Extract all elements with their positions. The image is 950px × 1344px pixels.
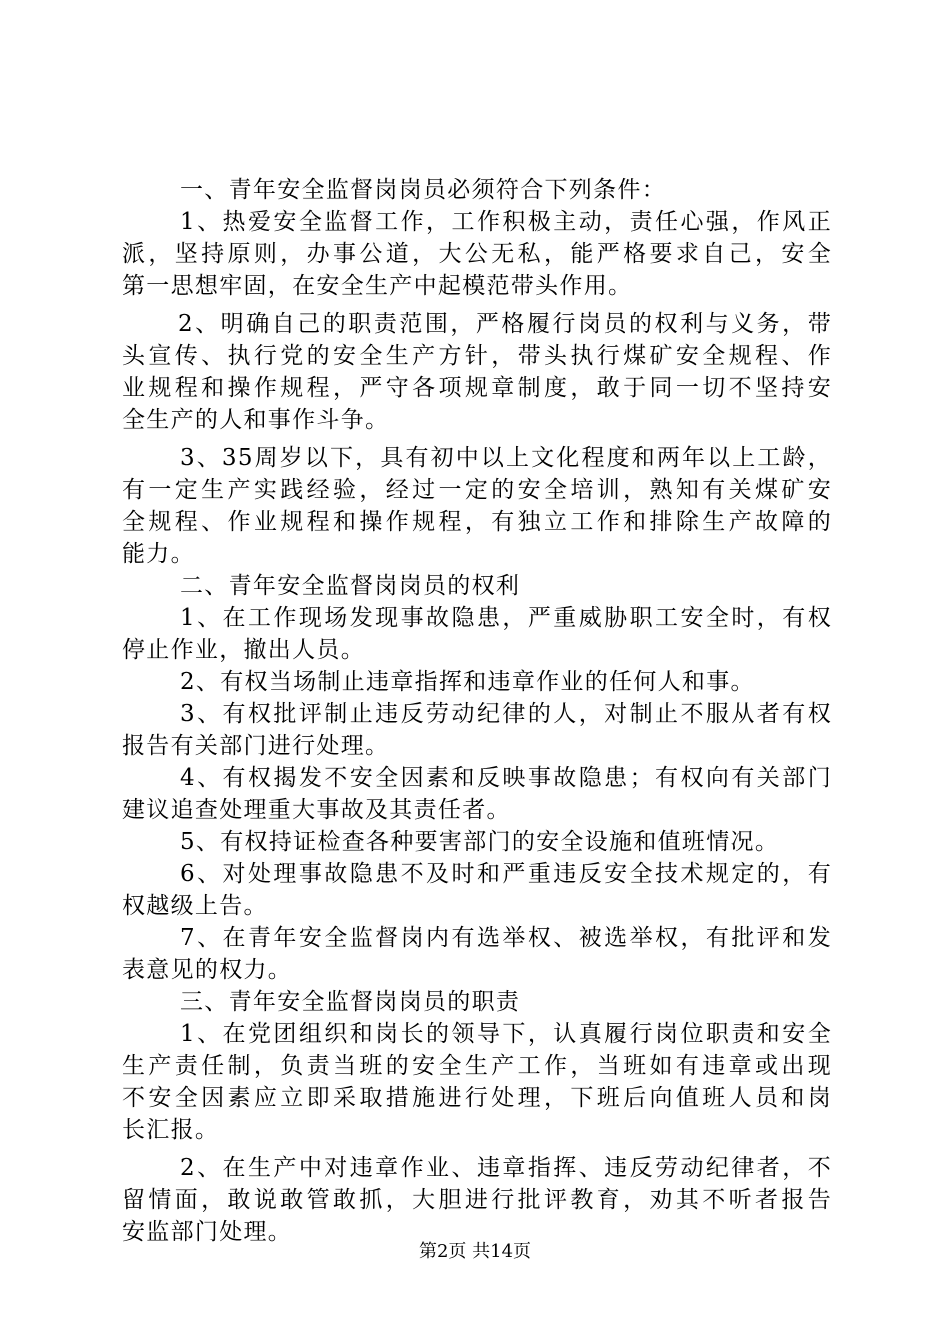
paragraph-line: 全生产的人和事作斗争。: [122, 407, 390, 433]
paragraph-line: 安监部门处理。: [122, 1219, 293, 1245]
paragraph-line: 头宣传、执行党的安全生产方针，带头执行煤矿安全规程、作: [122, 343, 832, 369]
paragraph-line: 报告有关部门进行处理。: [122, 733, 390, 759]
paragraph-line: 停止作业，撤出人员。: [122, 637, 365, 663]
paragraph-line: 7、在青年安全监督岗内有选举权、被选举权，有批评和发: [180, 925, 832, 951]
paragraph-line: 3、35周岁以下，具有初中以上文化程度和两年以上工龄，: [180, 445, 832, 471]
paragraph-line: 表意见的权力。: [122, 957, 293, 983]
paragraph-line: 5、有权持证检查各种要害部门的安全设施和值班情况。: [180, 829, 780, 855]
paragraph-line: 有一定生产实践经验，经过一定的安全培训，熟知有关煤矿安: [122, 477, 832, 503]
paragraph-line: 长汇报。: [122, 1117, 220, 1143]
paragraph-line: 生产责任制，负责当班的安全生产工作，当班如有违章或出现: [122, 1053, 832, 1079]
paragraph-line: 3、有权批评制止违反劳动纪律的人，对制止不服从者有权: [180, 701, 832, 727]
paragraph-line: 2、在生产中对违章作业、违章指挥、违反劳动纪律者，不: [180, 1155, 832, 1181]
paragraph-line: 1、热爱安全监督工作，工作积极主动，责任心强，作风正: [180, 209, 832, 235]
paragraph-line: 4、有权揭发不安全因素和反映事故隐患；有权向有关部门: [180, 765, 832, 791]
paragraph-line: 6、对处理事故隐患不及时和严重违反安全技术规定的，有: [180, 861, 832, 887]
paragraph-line: 1、在党团组织和岗长的领导下，认真履行岗位职责和安全: [180, 1021, 832, 1047]
paragraph-line: 业规程和操作规程，严守各项规章制度，敢于同一切不坚持安: [122, 375, 832, 401]
paragraph-line: 2、明确自己的职责范围，严格履行岗员的权利与义务，带: [178, 311, 832, 337]
paragraph-line: 留情面，敢说敢管敢抓，大胆进行批评教育，劝其不听者报告: [122, 1187, 832, 1213]
page-number-footer: 第2页 共14页: [418, 1241, 532, 1262]
paragraph-line: 建议追查处理重大事故及其责任者。: [122, 797, 511, 823]
section-heading-rights: 二、青年安全监督岗岗员的权利: [180, 573, 521, 599]
paragraph-line: 1、在工作现场发现事故隐患，严重威胁职工安全时，有权: [180, 605, 832, 631]
paragraph-line: 全规程、作业规程和操作规程，有独立工作和排除生产故障的: [122, 509, 832, 535]
section-heading-duties: 三、青年安全监督岗岗员的职责: [180, 989, 521, 1015]
section-heading-conditions: 一、青年安全监督岗岗员必须符合下列条件：: [180, 177, 666, 203]
paragraph-line: 不安全因素应立即采取措施进行处理，下班后向值班人员和岗: [122, 1085, 832, 1111]
paragraph-line: 权越级上告。: [122, 893, 268, 919]
paragraph-line: 能力。: [122, 541, 195, 567]
paragraph-line: 派，坚持原则，办事公道，大公无私，能严格要求自己，安全: [122, 241, 832, 267]
paragraph-line: 第一思想牢固，在安全生产中起模范带头作用。: [122, 273, 633, 299]
paragraph-line: 2、有权当场制止违章指挥和违章作业的任何人和事。: [180, 669, 755, 695]
